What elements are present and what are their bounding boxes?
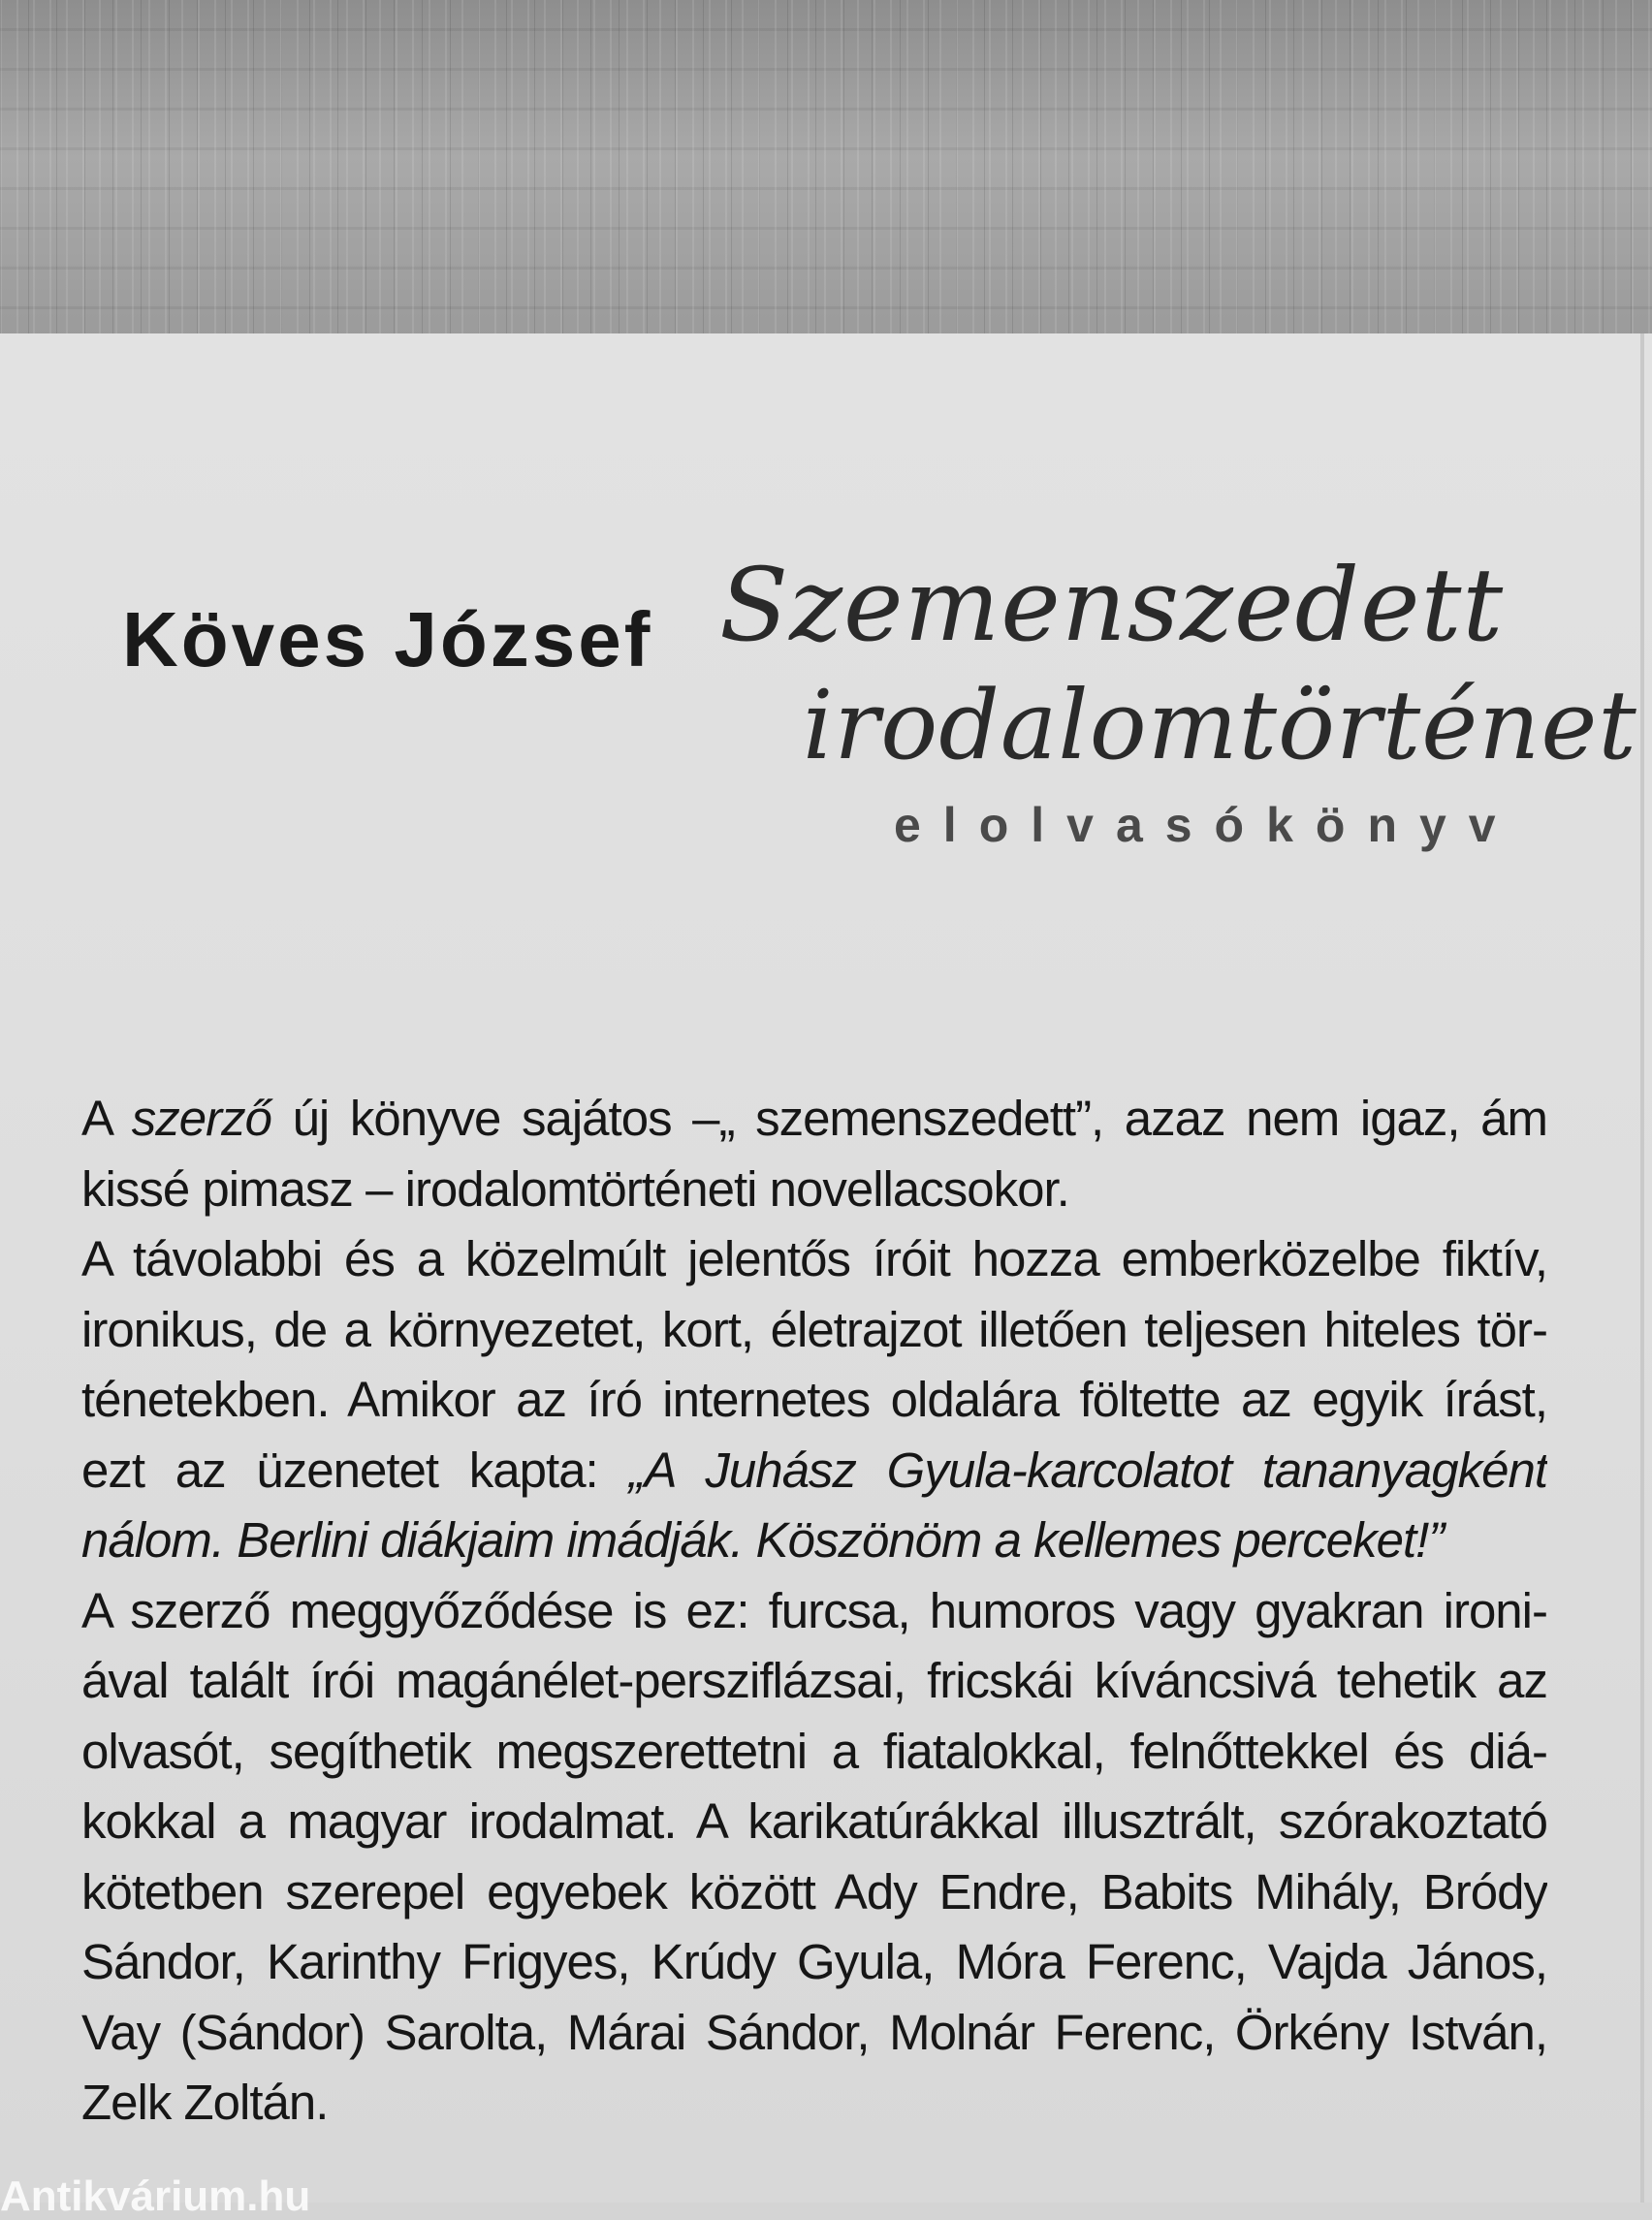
blurb-fragment: új könyve sajátos –„ szemenszedett”, azaz nem igaz, ám [271,1091,1547,1146]
blurb-emphasis: szerző [131,1091,271,1146]
blurb-line: Sándor, Karinthy Frigyes, Krúdy Gyula, Móra Ferenc, Vajda János, [81,1934,1547,1989]
blurb-line: A távolabbi és a közelmúlt jelentős íróit hozza emberközelbe fiktív, [81,1231,1547,1286]
blurb-quote-line: nálom. Berlini diákjaim imádják. Köszönöm a kellemes perceket!” [81,1512,1445,1568]
book-title-line-1: Szemenszedett [719,546,1505,664]
blurb-text [81,1084,1547,2139]
blurb-line: kissé pimasz – irodalomtörténeti novellacsokor. [81,1160,1069,1217]
book-subtitle: elolvasókönyv [894,798,1518,852]
author-name: Köves József [122,596,653,682]
blurb-line: Vay (Sándor) Sarolta, Márai Sándor, Molnár Ferenc, Örkény István, [81,2004,1547,2060]
blurb-line: kötetben szerepel egyebek között Ady Endre, Babits Mihály, Bródy [81,1863,1547,1919]
blurb-line [81,1436,1547,1506]
blurb-fragment: A [81,1091,132,1146]
blurb-fragment: ezt az üzenetet kapta: [81,1442,629,1498]
blurb-line: ténetekben. Amikor az író internetes oldalára föltette az egyik írást, [81,1372,1547,1427]
watermark: Antikvárium.hu [0,2172,311,2220]
book-title-line-2: irodalomtörténet [803,671,1637,781]
blurb-line: ironikus, de a környezetet, kort, életrajzot illetően teljesen hiteles tör- [81,1301,1547,1357]
blurb-line: Zelk Zoltán. [81,2075,329,2130]
blurb-line: olvasót, segíthetik megszerettetni a fiatalokkal, felnőttekkel és diá- [81,1723,1547,1779]
blurb-line: ával talált írói magánélet-persziflázsai, fricskái kíváncsivá tehetik az [81,1653,1547,1708]
blurb-line [81,1084,1547,1155]
blurb-quote: „A Juhász Gyula-karcolatot tananyagként [628,1442,1547,1498]
blurb-line: kokkal a magyar irodalmat. A karikatúrákkal illusztrált, szórakoztató [81,1793,1547,1849]
background-surface [0,0,1652,349]
blurb-line: A szerző meggyőződése is ez: furcsa, humoros vagy gyakran ironi- [81,1582,1547,1638]
